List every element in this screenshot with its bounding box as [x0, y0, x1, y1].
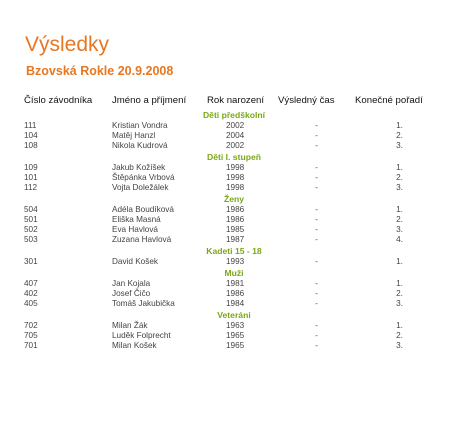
final-rank: 2.	[396, 289, 403, 298]
competitor-name: Tomáš Jakubička	[112, 299, 175, 308]
column-header-year: Rok narození	[207, 95, 265, 106]
competitor-name: Milan Košek	[112, 341, 157, 350]
final-time: -	[315, 341, 318, 350]
category-heading: Muži	[224, 268, 244, 278]
final-rank: 1.	[396, 121, 403, 130]
competitor-number: 112	[24, 183, 38, 192]
final-time: -	[315, 225, 318, 234]
column-header-time: Výsledný čas	[278, 95, 335, 106]
competitor-name: Eva Havlová	[112, 225, 158, 234]
competitor-number: 504	[24, 205, 38, 214]
final-time: -	[315, 121, 318, 130]
table-row	[24, 215, 444, 225]
competitor-number: 407	[24, 279, 38, 288]
birth-year: 1986	[226, 289, 245, 298]
final-rank: 1.	[396, 257, 403, 266]
competitor-number: 502	[24, 225, 38, 234]
birth-year: 1998	[226, 163, 245, 172]
birth-year: 1984	[226, 299, 245, 308]
competitor-name: Kristian Vondra	[112, 121, 168, 130]
final-rank: 2.	[396, 215, 403, 224]
competitor-number: 108	[24, 141, 38, 150]
final-rank: 1.	[396, 279, 403, 288]
competitor-number: 701	[24, 341, 38, 350]
birth-year: 1987	[226, 235, 245, 244]
final-rank: 3.	[396, 299, 403, 308]
competitor-number: 101	[24, 173, 38, 182]
table-row	[24, 279, 444, 289]
competitor-name: Jan Kojala	[112, 279, 151, 288]
final-rank: 3.	[396, 141, 403, 150]
table-row	[24, 235, 444, 245]
results-body	[24, 109, 444, 351]
final-time: -	[315, 321, 318, 330]
column-header-number: Číslo závodníka	[24, 95, 93, 106]
category-heading-row	[24, 193, 444, 205]
final-time: -	[315, 279, 318, 288]
competitor-number: 402	[24, 289, 38, 298]
final-time: -	[315, 183, 318, 192]
final-rank: 3.	[396, 341, 403, 350]
category-heading-row	[24, 109, 444, 121]
final-time: -	[315, 215, 318, 224]
table-row	[24, 299, 444, 309]
competitor-number: 111	[24, 121, 37, 130]
table-row	[24, 257, 444, 267]
birth-year: 1965	[226, 331, 245, 340]
final-time: -	[315, 299, 318, 308]
competitor-name: Adéla Boudíková	[112, 205, 174, 214]
page-title: Výsledky	[25, 33, 110, 56]
birth-year: 1986	[226, 215, 245, 224]
final-time: -	[315, 331, 318, 340]
category-heading: Kadeti 15 - 18	[206, 246, 262, 256]
event-subtitle: Bzovská Rokle 20.9.2008	[26, 64, 174, 78]
competitor-name: Zuzana Havlová	[112, 235, 172, 244]
category-heading: Děti předškolní	[202, 110, 266, 120]
category-heading-row	[24, 267, 444, 279]
category-heading: Veteráni	[217, 310, 251, 320]
competitor-name: Vojta Doležálek	[112, 183, 169, 192]
category-heading-row	[24, 245, 444, 257]
table-row	[24, 173, 444, 183]
final-rank: 3.	[396, 183, 403, 192]
final-time: -	[315, 235, 318, 244]
birth-year: 1985	[226, 225, 245, 234]
competitor-number: 501	[24, 215, 38, 224]
competitor-name: Eliška Masná	[112, 215, 161, 224]
final-rank: 4.	[396, 235, 403, 244]
table-row	[24, 289, 444, 299]
final-rank: 2.	[396, 131, 403, 140]
competitor-name: David Košek	[112, 257, 158, 266]
table-row	[24, 183, 444, 193]
competitor-number: 705	[24, 331, 38, 340]
table-row	[24, 163, 444, 173]
table-row	[24, 121, 444, 131]
final-time: -	[315, 205, 318, 214]
final-time: -	[315, 141, 318, 150]
competitor-number: 109	[24, 163, 38, 172]
birth-year: 2002	[226, 121, 245, 130]
birth-year: 1998	[226, 183, 245, 192]
competitor-number: 104	[24, 131, 38, 140]
birth-year: 1965	[226, 341, 245, 350]
birth-year: 2002	[226, 141, 245, 150]
competitor-name: Luděk Folprecht	[112, 331, 171, 340]
table-row	[24, 225, 444, 235]
final-rank: 2.	[396, 173, 403, 182]
competitor-number: 301	[24, 257, 38, 266]
final-rank: 1.	[396, 321, 403, 330]
final-rank: 3.	[396, 225, 403, 234]
final-rank: 1.	[396, 163, 403, 172]
category-heading: Děti I. stupeň	[207, 152, 261, 162]
competitor-number: 503	[24, 235, 38, 244]
birth-year: 1998	[226, 173, 245, 182]
category-heading: Ženy	[223, 194, 245, 204]
results-table	[24, 92, 444, 351]
final-time: -	[315, 289, 318, 298]
table-row	[24, 205, 444, 215]
table-row	[24, 341, 444, 351]
competitor-name: Štěpánka Vrbová	[112, 173, 175, 182]
competitor-name: Matěj Hanzl	[112, 131, 156, 140]
table-row	[24, 141, 444, 151]
final-time: -	[315, 173, 318, 182]
birth-year: 1981	[226, 279, 245, 288]
competitor-number: 702	[24, 321, 38, 330]
final-time: -	[315, 131, 318, 140]
table-row	[24, 131, 444, 141]
table-row	[24, 331, 444, 341]
birth-year: 1993	[226, 257, 245, 266]
final-time: -	[315, 163, 318, 172]
category-heading-row	[24, 151, 444, 163]
table-row	[24, 321, 444, 331]
final-rank: 2.	[396, 331, 403, 340]
header-row	[24, 92, 444, 109]
birth-year: 1986	[226, 205, 245, 214]
final-time: -	[315, 257, 318, 266]
column-header-name: Jméno a příjmení	[112, 95, 187, 106]
competitor-name: Nikola Kudrová	[112, 141, 168, 150]
category-heading-row	[24, 309, 444, 321]
competitor-name: Josef Čičo	[112, 289, 151, 298]
competitor-number: 405	[24, 299, 38, 308]
birth-year: 1963	[226, 321, 245, 330]
column-header-rank: Konečné pořadí	[355, 95, 423, 106]
final-rank: 1.	[396, 205, 403, 214]
competitor-name: Milan Žák	[112, 321, 148, 330]
competitor-name: Jakub Kožíšek	[112, 163, 166, 172]
birth-year: 2004	[226, 131, 245, 140]
